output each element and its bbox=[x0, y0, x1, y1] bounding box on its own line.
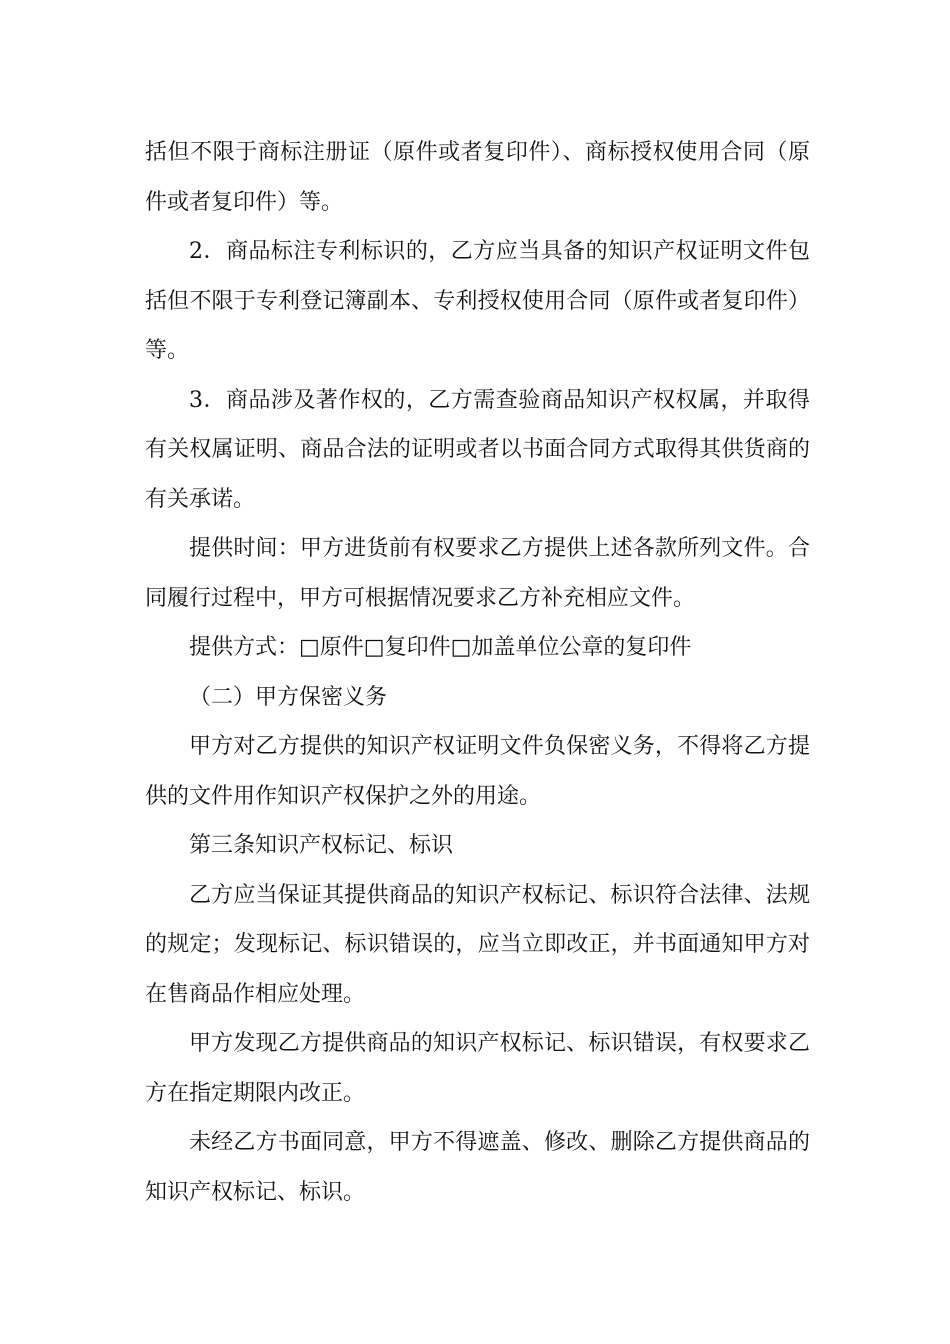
paragraph-9: 乙方应当保证其提供商品的知识产权标记、标识符合法律、法规的规定；发现标记、标识错误的，应当立即改正，并书面通知甲方对在售商品作相应处理。 bbox=[145, 882, 810, 1007]
paragraph-1: 括但不限于商标注册证（原件或者复印件）、商标授权使用合同（原件或者复印件）等。 bbox=[145, 140, 810, 215]
paragraph-6: （二）甲方保密义务 bbox=[189, 684, 388, 710]
paragraph-11: 未经乙方书面同意，甲方不得遮盖、修改、删除乙方提供商品的知识产权标记、标识。 bbox=[145, 1130, 810, 1205]
paragraph-5: 提供方式：□原件□复印件□加盖单位公章的复印件 bbox=[189, 635, 692, 660]
paragraph-7: 甲方对乙方提供的知识产权证明文件负保密义务，不得将乙方提供的文件用作知识产权保护之外的用途。 bbox=[145, 734, 810, 809]
paragraph-4: 提供时间：甲方进货前有权要求乙方提供上述各款所列文件。合同履行过程中，甲方可根据情况要求乙方补充相应文件。 bbox=[145, 536, 810, 611]
document-body bbox=[145, 128, 810, 1217]
paragraph-10: 甲方发现乙方提供商品的知识产权标记、标识错误，有权要求乙方在指定期限内改正。 bbox=[145, 1031, 810, 1106]
paragraph-3: 3．商品涉及著作权的，乙方需查验商品知识产权权属，并取得有关权属证明、商品合法的证明或者以书面合同方式取得其供货商的有关承诺。 bbox=[145, 387, 810, 512]
paragraph-2: 2．商品标注专利标识的，乙方应当具备的知识产权证明文件包括但不限于专利登记簿副本、专利授权使用合同（原件或者复印件）等。 bbox=[145, 239, 810, 363]
paragraph-8: 第三条知识产权标记、标识 bbox=[189, 833, 454, 858]
